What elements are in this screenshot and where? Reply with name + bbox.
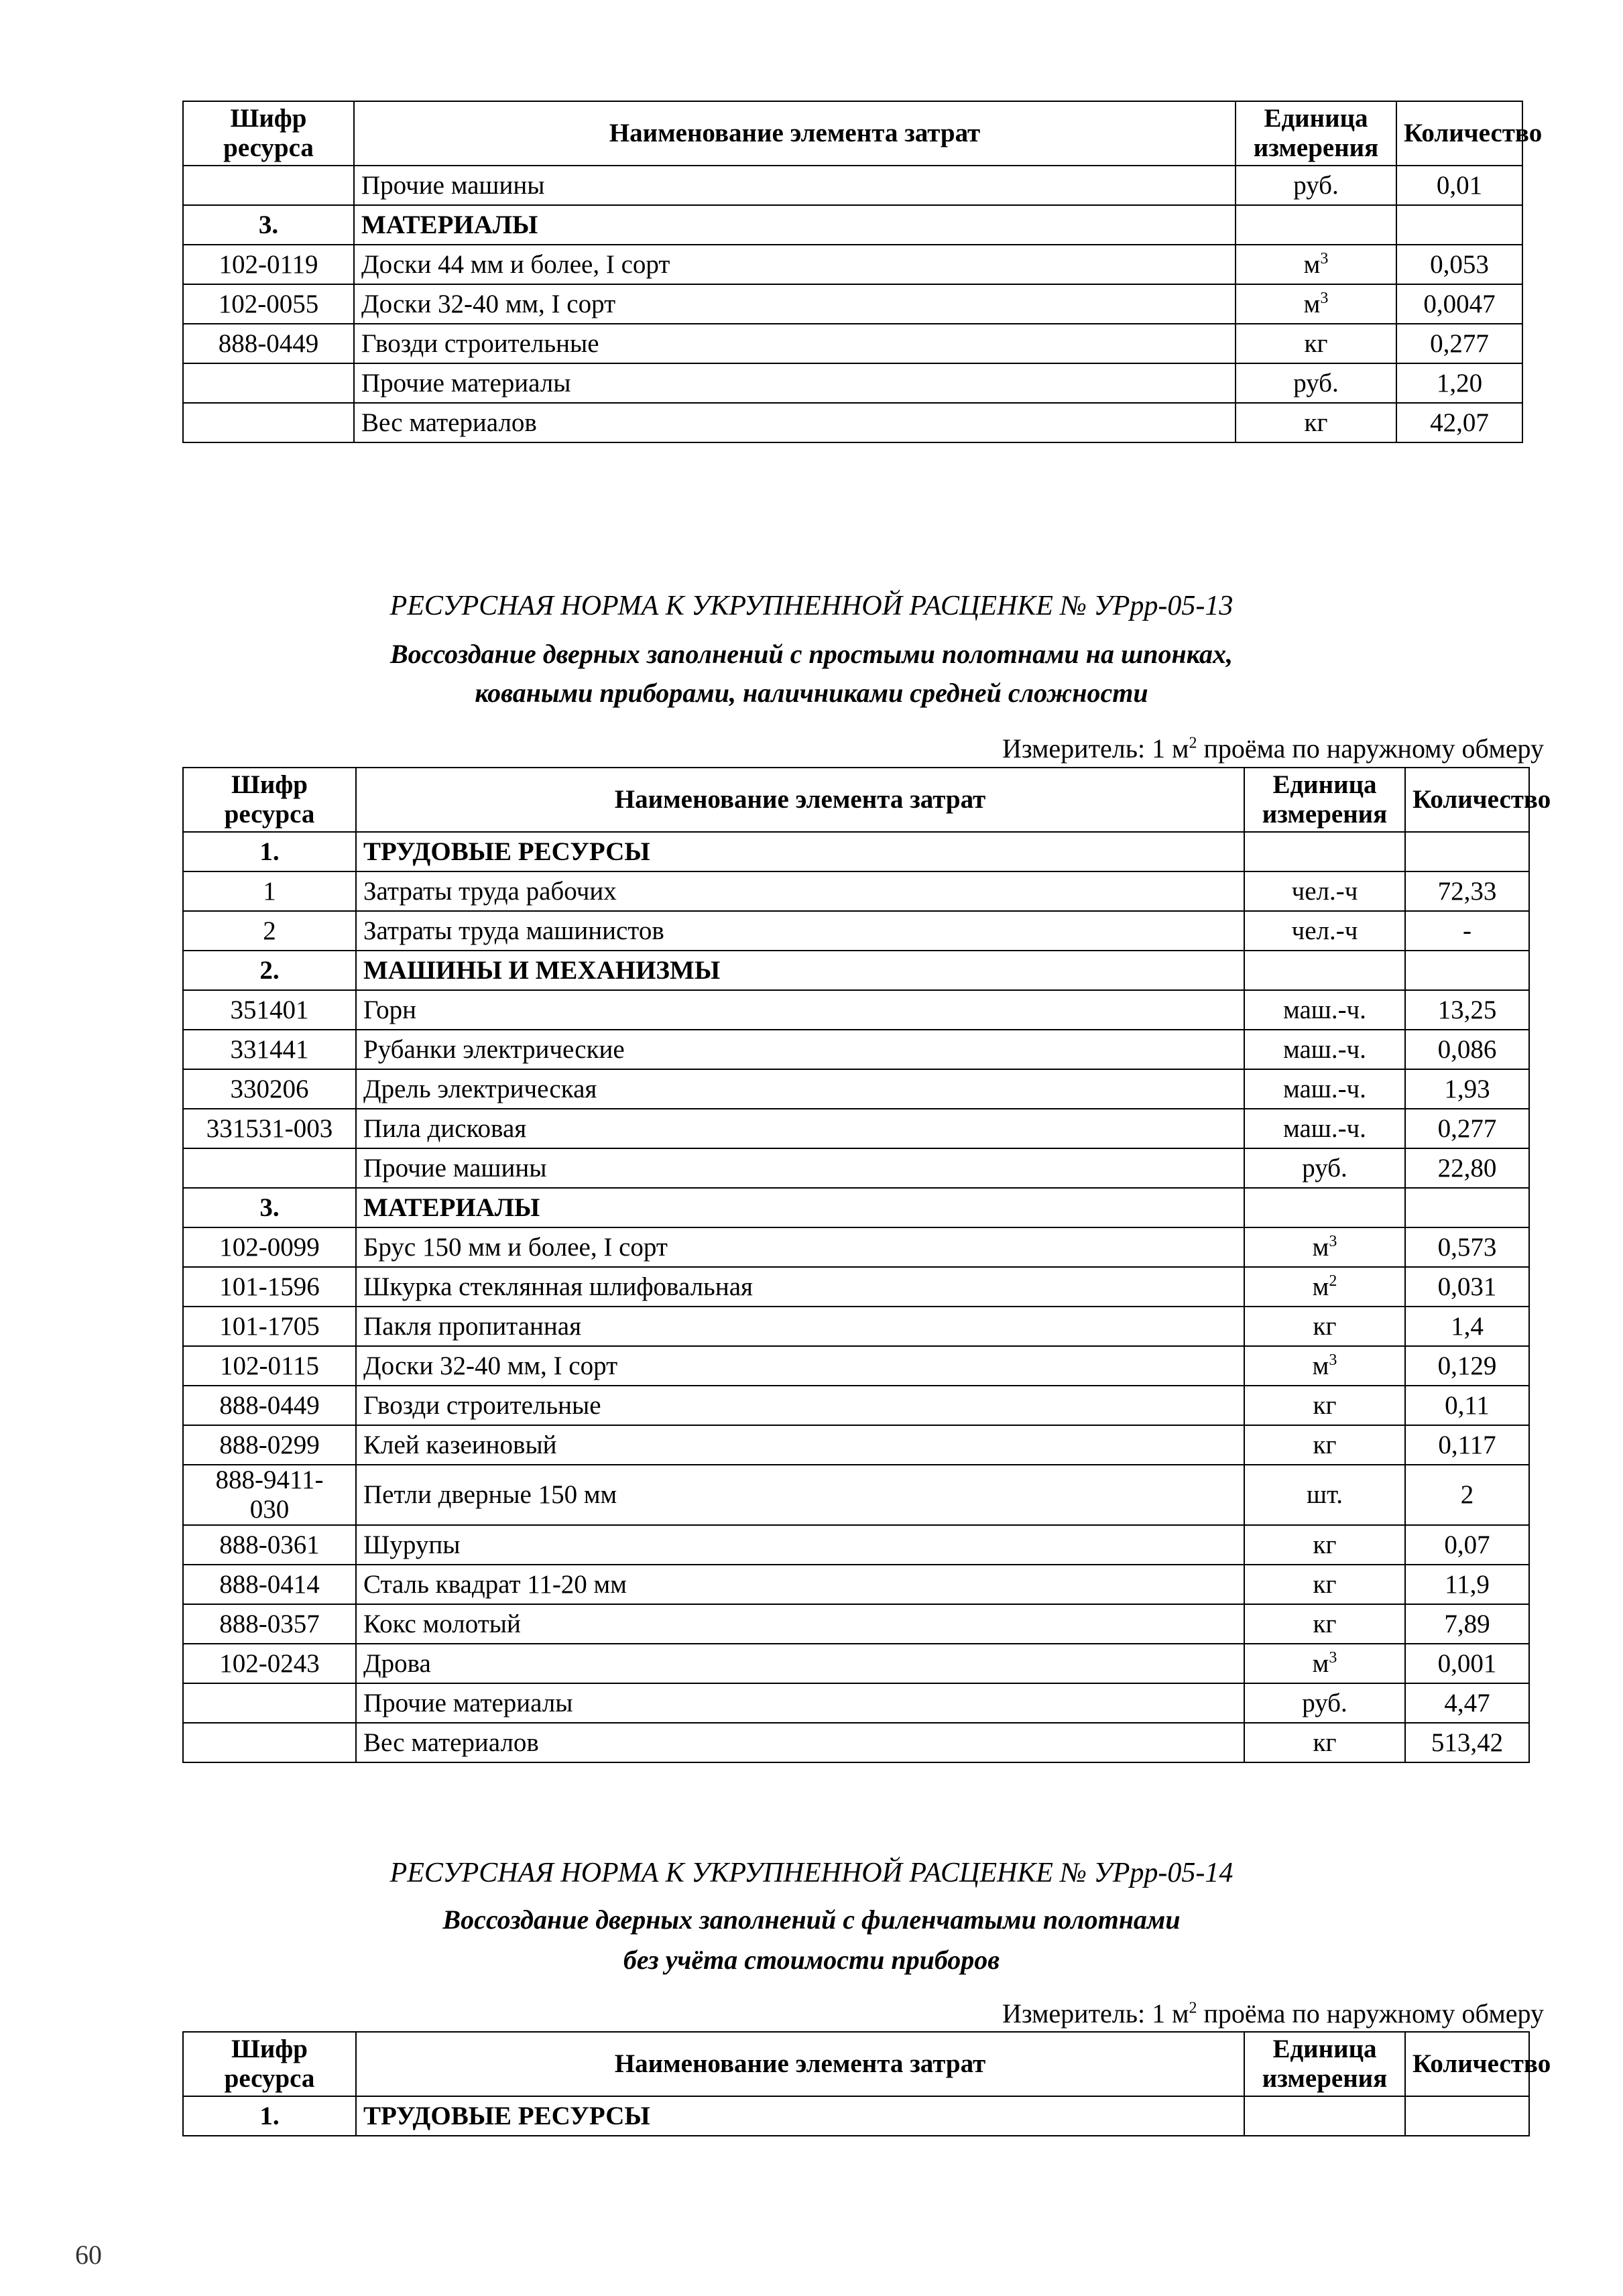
cell-unit xyxy=(1244,2096,1405,2136)
cell-code: 3. xyxy=(183,1188,356,1227)
cell-name: Вес материалов xyxy=(356,1723,1244,1762)
table-row xyxy=(183,1030,1529,1069)
header-code: Шифр ресурса xyxy=(183,768,356,832)
cell-unit: кг xyxy=(1244,1604,1405,1644)
cell-name: Гвозди строительные xyxy=(356,1386,1244,1425)
measure-suffix: проёма по наружному обмеру xyxy=(1197,1998,1544,2029)
table-row xyxy=(183,1227,1529,1267)
cell-unit: руб. xyxy=(1236,166,1396,205)
norm-14-subtitle-line2: без учёта стоимости приборов xyxy=(623,1945,1000,1975)
cell-name: Дрова xyxy=(356,1644,1244,1683)
cell-code: 1. xyxy=(183,832,356,871)
unit-exponent: 3 xyxy=(1329,1351,1337,1369)
header-code: Шифр ресурса xyxy=(183,2032,356,2096)
cell-name: Кокс молотый xyxy=(356,1604,1244,1644)
table-row xyxy=(183,1148,1529,1188)
cell-qty: 0,277 xyxy=(1405,1109,1529,1148)
table-row xyxy=(183,363,1522,403)
cell-qty: 1,93 xyxy=(1405,1069,1529,1109)
cell-code: 331531-003 xyxy=(183,1109,356,1148)
cell-code: 888-0299 xyxy=(183,1425,356,1465)
cell-qty: 0,001 xyxy=(1405,1644,1529,1683)
cell-qty xyxy=(1405,1188,1529,1227)
cell-code: 102-0115 xyxy=(183,1346,356,1386)
cell-code: 330206 xyxy=(183,1069,356,1109)
table-row xyxy=(183,1525,1529,1565)
cell-name: МАТЕРИАЛЫ xyxy=(356,1188,1244,1227)
cell-unit xyxy=(1244,832,1405,871)
cell-qty: 0,117 xyxy=(1405,1425,1529,1465)
header-unit: Единица измерения xyxy=(1236,101,1396,166)
cell-unit: $м^3$ xyxy=(1244,1227,1405,1267)
norm-14-title: РЕСУРСНАЯ НОРМА К УКРУПНЕННОЙ РАСЦЕНКЕ № УРрр-05-14 xyxy=(389,1858,1234,1888)
unit-exponent: 3 xyxy=(1329,1648,1337,1667)
section-row xyxy=(183,951,1529,990)
cell-code xyxy=(183,363,354,403)
cell-code: 351401 xyxy=(183,990,356,1030)
table-row xyxy=(183,403,1522,442)
norm-13-subtitle-line1: Воссоздание дверных заполнений с простыми полотнами на шпонках, xyxy=(389,639,1234,669)
cell-code xyxy=(183,1148,356,1188)
cell-qty: 0,0047 xyxy=(1396,284,1522,324)
table-row xyxy=(183,1267,1529,1307)
header-code: Шифр ресурса xyxy=(183,101,354,166)
cell-qty: 22,80 xyxy=(1405,1148,1529,1188)
table-continuation xyxy=(182,101,1543,443)
table-norm-14 xyxy=(182,2031,1551,2136)
cell-unit: маш.-ч. xyxy=(1244,1030,1405,1069)
cell-unit: чел.-ч xyxy=(1244,871,1405,911)
cell-code xyxy=(183,1683,356,1723)
cell-unit: руб. xyxy=(1236,363,1396,403)
cell-qty: 0,01 xyxy=(1396,166,1522,205)
cell-code: 3. xyxy=(183,205,354,245)
cell-qty: 0,031 xyxy=(1405,1267,1529,1307)
cell-code: 101-1705 xyxy=(183,1307,356,1346)
table-row xyxy=(183,1604,1529,1644)
cell-qty: 513,42 xyxy=(1405,1723,1529,1762)
table-row xyxy=(183,324,1522,363)
cell-qty: 72,33 xyxy=(1405,871,1529,911)
cell-name: Прочие материалы xyxy=(354,363,1236,403)
cell-code xyxy=(183,403,354,442)
cell-qty: 0,11 xyxy=(1405,1386,1529,1425)
table-row xyxy=(183,166,1522,205)
cell-name: Горн xyxy=(356,990,1244,1030)
table-row xyxy=(183,1683,1529,1723)
cell-code: 2 xyxy=(183,911,356,951)
measure-sup: 2 xyxy=(1189,1999,1197,2017)
cell-name: Пила дисковая xyxy=(356,1109,1244,1148)
header-unit: Единица измерения xyxy=(1244,768,1405,832)
cell-name: Доски 32-40 мм, I сорт xyxy=(354,284,1236,324)
norm-13-title: РЕСУРСНАЯ НОРМА К УКРУПНЕННОЙ РАСЦЕНКЕ № УРрр-05-13 xyxy=(389,591,1234,621)
table-row xyxy=(183,1109,1529,1148)
cell-name: Пакля пропитанная xyxy=(356,1307,1244,1346)
cell-qty xyxy=(1405,951,1529,990)
table-row xyxy=(183,245,1522,284)
cell-unit: руб. xyxy=(1244,1683,1405,1723)
unit-exponent: 2 xyxy=(1329,1272,1337,1290)
table-header-row xyxy=(183,2032,1529,2096)
cell-unit: $м^3$ xyxy=(1236,284,1396,324)
cell-code: 102-0243 xyxy=(183,1644,356,1683)
table-body xyxy=(183,2096,1529,2136)
cell-qty: 0,053 xyxy=(1396,245,1522,284)
cell-qty: 7,89 xyxy=(1405,1604,1529,1644)
cell-unit xyxy=(1244,1188,1405,1227)
table-row xyxy=(183,1346,1529,1386)
cell-name: Дрель электрическая xyxy=(356,1069,1244,1109)
page-number: 60 xyxy=(75,2240,102,2270)
cell-code: 888-9411- 030 xyxy=(183,1465,356,1525)
cell-qty xyxy=(1396,205,1522,245)
unit-exponent: 3 xyxy=(1320,249,1329,267)
cell-unit: кг xyxy=(1244,1386,1405,1425)
cell-unit: $м^3$ xyxy=(1244,1644,1405,1683)
cell-unit: кг xyxy=(1244,1425,1405,1465)
table-row xyxy=(183,871,1529,911)
cell-qty: 0,129 xyxy=(1405,1346,1529,1386)
cell-code: 1 xyxy=(183,871,356,911)
norm-13-subtitle-line2: коваными приборами, наличниками средней сложности xyxy=(475,678,1148,708)
header-unit: Единица измерения xyxy=(1244,2032,1405,2096)
cell-name: МАТЕРИАЛЫ xyxy=(354,205,1236,245)
cell-code: 888-0357 xyxy=(183,1604,356,1644)
cell-unit: кг xyxy=(1244,1525,1405,1565)
cell-name: Прочие материалы xyxy=(356,1683,1244,1723)
cell-unit: маш.-ч. xyxy=(1244,1069,1405,1109)
cell-qty: 0,277 xyxy=(1396,324,1522,363)
table-row xyxy=(183,1425,1529,1465)
cell-qty: 0,07 xyxy=(1405,1525,1529,1565)
cell-unit: маш.-ч. xyxy=(1244,990,1405,1030)
cell-code: 1. xyxy=(183,2096,356,2136)
header-name: Наименование элемента затрат xyxy=(356,768,1244,832)
measure-prefix: Измеритель: 1 м xyxy=(1002,733,1189,764)
cell-qty: 0,086 xyxy=(1405,1030,1529,1069)
cell-unit: шт. xyxy=(1244,1465,1405,1525)
cell-qty: 13,25 xyxy=(1405,990,1529,1030)
table-row xyxy=(183,284,1522,324)
cell-name: Прочие машины xyxy=(354,166,1236,205)
cell-unit: $м^3$ xyxy=(1244,1346,1405,1386)
cell-name: Гвозди строительные xyxy=(354,324,1236,363)
cell-qty xyxy=(1405,2096,1529,2136)
cell-qty: 1,4 xyxy=(1405,1307,1529,1346)
cell-name: Затраты труда рабочих xyxy=(356,871,1244,911)
norm-14-measure xyxy=(1002,1998,1544,2029)
cell-name: Шкурка стеклянная шлифовальная xyxy=(356,1267,1244,1307)
cell-code: 331441 xyxy=(183,1030,356,1069)
header-qty: Количество xyxy=(1396,101,1522,166)
table-header-row xyxy=(183,101,1522,166)
cell-name: МАШИНЫ И МЕХАНИЗМЫ xyxy=(356,951,1244,990)
header-name: Наименование элемента затрат xyxy=(354,101,1236,166)
cell-name: Брус 150 мм и более, I сорт xyxy=(356,1227,1244,1267)
cell-name: Доски 44 мм и более, I сорт xyxy=(354,245,1236,284)
cell-qty: 2 xyxy=(1405,1465,1529,1525)
cell-name: Вес материалов xyxy=(354,403,1236,442)
cell-code: 102-0099 xyxy=(183,1227,356,1267)
cell-name: Петли дверные 150 мм xyxy=(356,1465,1244,1525)
table-row xyxy=(183,1386,1529,1425)
cell-code: 102-0119 xyxy=(183,245,354,284)
cell-code: 2. xyxy=(183,951,356,990)
unit-exponent: 3 xyxy=(1329,1232,1337,1250)
cell-name: Шурупы xyxy=(356,1525,1244,1565)
table-row xyxy=(183,1565,1529,1604)
section-row xyxy=(183,832,1529,871)
cell-name: Сталь квадрат 11-20 мм xyxy=(356,1565,1244,1604)
table-row xyxy=(183,990,1529,1030)
table-body xyxy=(183,166,1522,442)
cell-name: Затраты труда машинистов xyxy=(356,911,1244,951)
cell-name: Доски 32-40 мм, I сорт xyxy=(356,1346,1244,1386)
table-row xyxy=(183,1465,1529,1525)
cell-unit: кг xyxy=(1244,1565,1405,1604)
section-row xyxy=(183,2096,1529,2136)
cell-unit: маш.-ч. xyxy=(1244,1109,1405,1148)
cell-unit: кг xyxy=(1236,324,1396,363)
cell-code: 888-0361 xyxy=(183,1525,356,1565)
cell-code: 888-0414 xyxy=(183,1565,356,1604)
measure-sup: 2 xyxy=(1189,734,1197,752)
table-norm-13 xyxy=(182,767,1551,1763)
cell-name: Клей казеиновый xyxy=(356,1425,1244,1465)
table-row xyxy=(183,1069,1529,1109)
cell-name: ТРУДОВЫЕ РЕСУРСЫ xyxy=(356,2096,1244,2136)
table-row xyxy=(183,911,1529,951)
header-qty: Количество xyxy=(1405,768,1529,832)
norm-14-subtitle-line1: Воссоздание дверных заполнений с филенчатыми полотнами xyxy=(442,1905,1181,1935)
cell-unit: $м^2$ xyxy=(1244,1267,1405,1307)
measure-prefix: Измеритель: 1 м xyxy=(1002,1998,1189,2029)
table-row xyxy=(183,1723,1529,1762)
header-name: Наименование элемента затрат xyxy=(356,2032,1244,2096)
norm-13-measure xyxy=(1002,733,1544,764)
cell-qty: 4,47 xyxy=(1405,1683,1529,1723)
table-header-row xyxy=(183,768,1529,832)
cell-unit xyxy=(1236,205,1396,245)
cell-code: 101-1596 xyxy=(183,1267,356,1307)
cell-unit: кг xyxy=(1244,1307,1405,1346)
cell-qty xyxy=(1405,832,1529,871)
section-row xyxy=(183,205,1522,245)
measure-suffix: проёма по наружному обмеру xyxy=(1197,733,1544,764)
cell-qty: - xyxy=(1405,911,1529,951)
cell-code xyxy=(183,166,354,205)
cell-unit: $м^3$ xyxy=(1236,245,1396,284)
cell-code: 102-0055 xyxy=(183,284,354,324)
table-row xyxy=(183,1307,1529,1346)
table-row xyxy=(183,1644,1529,1683)
cell-name: Рубанки электрические xyxy=(356,1030,1244,1069)
cell-code xyxy=(183,1723,356,1762)
table-body xyxy=(183,832,1529,1762)
cell-qty: 42,07 xyxy=(1396,403,1522,442)
cell-unit: кг xyxy=(1244,1723,1405,1762)
unit-exponent: 3 xyxy=(1320,289,1329,307)
cell-unit xyxy=(1244,951,1405,990)
cell-unit: руб. xyxy=(1244,1148,1405,1188)
cell-unit: чел.-ч xyxy=(1244,911,1405,951)
cell-code: 888-0449 xyxy=(183,324,354,363)
cell-qty: 0,573 xyxy=(1405,1227,1529,1267)
cell-unit: кг xyxy=(1236,403,1396,442)
cell-name: Прочие машины xyxy=(356,1148,1244,1188)
cell-qty: 11,9 xyxy=(1405,1565,1529,1604)
header-qty: Количество xyxy=(1405,2032,1529,2096)
cell-code: 888-0449 xyxy=(183,1386,356,1425)
section-row xyxy=(183,1188,1529,1227)
cell-name: ТРУДОВЫЕ РЕСУРСЫ xyxy=(356,832,1244,871)
cell-qty: 1,20 xyxy=(1396,363,1522,403)
